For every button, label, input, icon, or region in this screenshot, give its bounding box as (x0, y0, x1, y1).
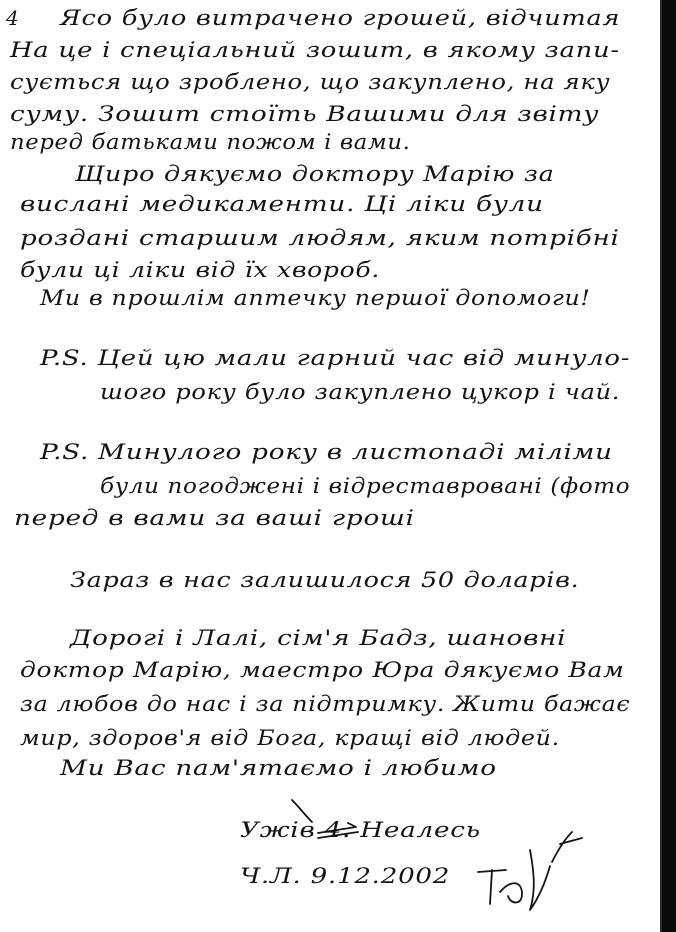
letter-line: Щиро дякуємо доктору Марію за (75, 162, 555, 186)
letter-line: мир, здоров'я від Бога, кращі від людей. (20, 726, 560, 750)
postscript-line: перед в вами за ваші гроші (14, 506, 415, 530)
signature-line: Ужів 4. Неалесь (240, 818, 481, 842)
handwritten-autograph (478, 832, 582, 910)
letter-line: перед батьками пожом і вами. (10, 130, 411, 154)
postscript-line: шого року було закуплено цукор і чай. (100, 380, 621, 404)
letter-line: суму. Зошит стоїть Вашими для звіту (10, 102, 600, 126)
letter-line: роздані старшим людям, яким потрібні (20, 226, 620, 250)
letter-line: доктор Марію, маестро Юра дякуємо Вам (20, 658, 625, 682)
postscript-line: P.S. Цей цю мали гарний час від минуло- (40, 346, 631, 370)
date-line: Ч.Л. 9.12.2002 (240, 864, 451, 888)
folio-number: 4 (6, 6, 19, 30)
letter-line: були ці ліки від їх хвороб. (20, 258, 381, 282)
letter-line: Ми в прошлім аптечку першої допомоги! (40, 286, 591, 310)
letter-line: вислані медикаменти. Ці ліки були (20, 192, 544, 216)
postscript-line: були погоджені і відреставровані (фото (100, 474, 631, 498)
letter-line: Зараз в нас залишилося 50 доларів. (70, 568, 580, 592)
letter-line: сується що зроблено, що закуплено, на яку (10, 70, 611, 94)
letter-line: Дорогі і Лалі, сім'я Бадз, шановні (70, 626, 567, 650)
letter-line: Ясо було витрачено грошей, відчитая (60, 6, 621, 30)
letter-line: за любов до нас і за підтримку. Жити бажає (20, 692, 631, 716)
letter-line: На це і спеціальний зошит, в якому запи- (10, 38, 620, 62)
scan-edge-shadow (662, 0, 676, 932)
postscript-line: P.S. Минулого року в листопаді міліми (40, 440, 613, 464)
letter-line: Ми Вас пам'ятаємо і любимо (60, 756, 497, 780)
